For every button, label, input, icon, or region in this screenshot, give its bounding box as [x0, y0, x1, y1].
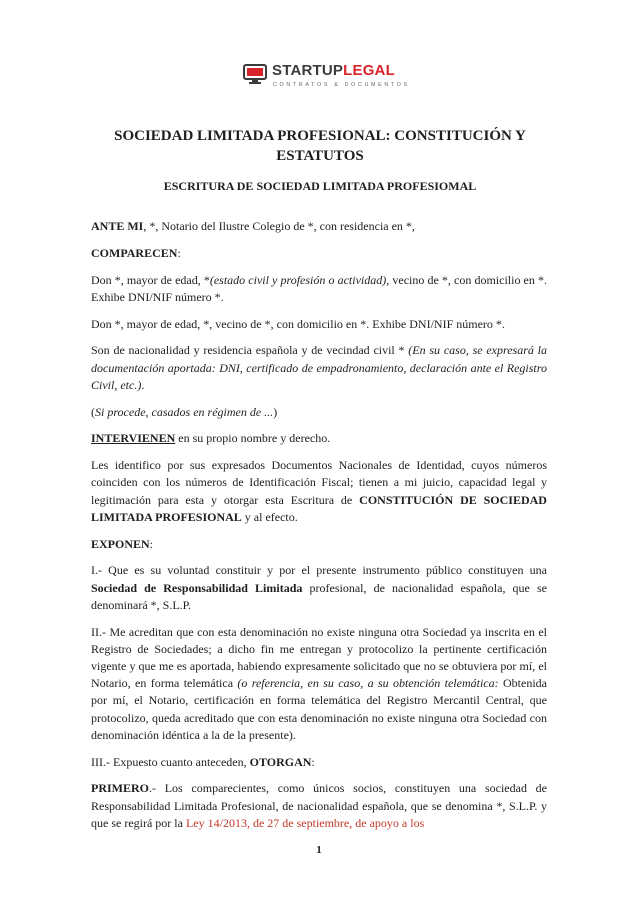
- paragraph-exposicion-1: I.- Que es su voluntad constituir y por el presente instrumento público constituyen una Sociedad de Responsabilidad Limitada profesional, de nacionalidad española, que se denominará *, S.L.P.: [91, 563, 547, 612]
- document-subtitle: ESCRITURA DE SOCIEDAD LIMITADA PROFESIOMAL: [163, 179, 477, 193]
- paragraph-compareciente-1: Don *, mayor de edad, *(estado civil y profesión o actividad), vecino de *, con domicilio en *. Exhibe DNI/NIF número *.: [91, 272, 547, 304]
- law-reference-link[interactable]: Ley 14/2013, de 27 de septiembre, de apoyo a los: [185, 815, 425, 830]
- paragraph-comparecen: COMPARECEN:: [91, 245, 181, 260]
- paragraph-regimen: (Si procede, casados en régimen de ...): [91, 404, 278, 419]
- paragraph-primero: PRIMERO.- Los comparecientes, como únicos socios, constituyen una sociedad de Responsabilidad Limitada Profesional, de nacionalidad española, que se denomina *, S.L.P. y que se regirá por la Ley 14/2013, de 27 de septiembre, de apoyo a los: [91, 781, 547, 830]
- logo-tagline: CONTRATOS & DOCUMENTOS: [273, 82, 410, 88]
- paragraph-exponen: EXPONEN:: [91, 536, 154, 551]
- monitor-icon: [243, 64, 267, 84]
- paragraph-exposicion-2: II.- Me acreditan que con esta denominación no existe ninguna otra Sociedad ya inscrita en el Registro de Sociedades; a dicho fin me entregan y protocolizo la pertinente certificación vigente y que me es aportada, habiendo expresamente solicitado que no se obtuviera por mí, el Notario, en forma telemática (o referencia, en su caso, a su obtención telemática: Obtenida por mí, el Notario, certificación en forma telemática del Registro Mercantil Central, que protocolizo, queda acreditado que con esta denominación no existe ninguna otra Sociedad con denominación idéntica a la de la presente).: [91, 624, 547, 742]
- paragraph-otorgan: III.- Expuesto cuanto anteceden, OTORGAN:: [91, 754, 315, 769]
- document-title: SOCIEDAD LIMITADA PROFESIONAL: CONSTITUCIÓN Y ESTATUTOS: [114, 128, 526, 164]
- paragraph-ante-mi: ANTE MI, *, Notario del Ilustre Colegio de *, con residencia en *,: [91, 219, 415, 233]
- startuplegal-logo: [243, 60, 410, 94]
- paragraph-intervienen: INTERVIENEN en su propio nombre y derecho.: [91, 431, 331, 446]
- paragraph-compareciente-2: Don *, mayor de edad, *, vecino de *, con domicilio en *. Exhibe DNI/NIF número *.: [91, 316, 505, 331]
- logo-wordmark: STARTUPLEGAL: [272, 62, 395, 79]
- paragraph-identificacion: Les identifico por sus expresados Documentos Nacionales de Identidad, cuyos números coinciden con los números de Identificación Fiscal; tienen a mi juicio, capacidad legal y legitimación para esta y otorgar esta Escritura de CONSTITUCIÓN DE SOCIEDAD LIMITADA PROFESIONAL y al efecto.: [91, 458, 547, 524]
- paragraph-nacionalidad: Son de nacionalidad y residencia española y de vecindad civil * (En su caso, se expresará la documentación aportada: DNI, certificado de empadronamiento, declaración ante el Registro Civil, etc.).: [91, 343, 547, 392]
- page-number: 1: [316, 844, 322, 856]
- document-body: [91, 218, 547, 842]
